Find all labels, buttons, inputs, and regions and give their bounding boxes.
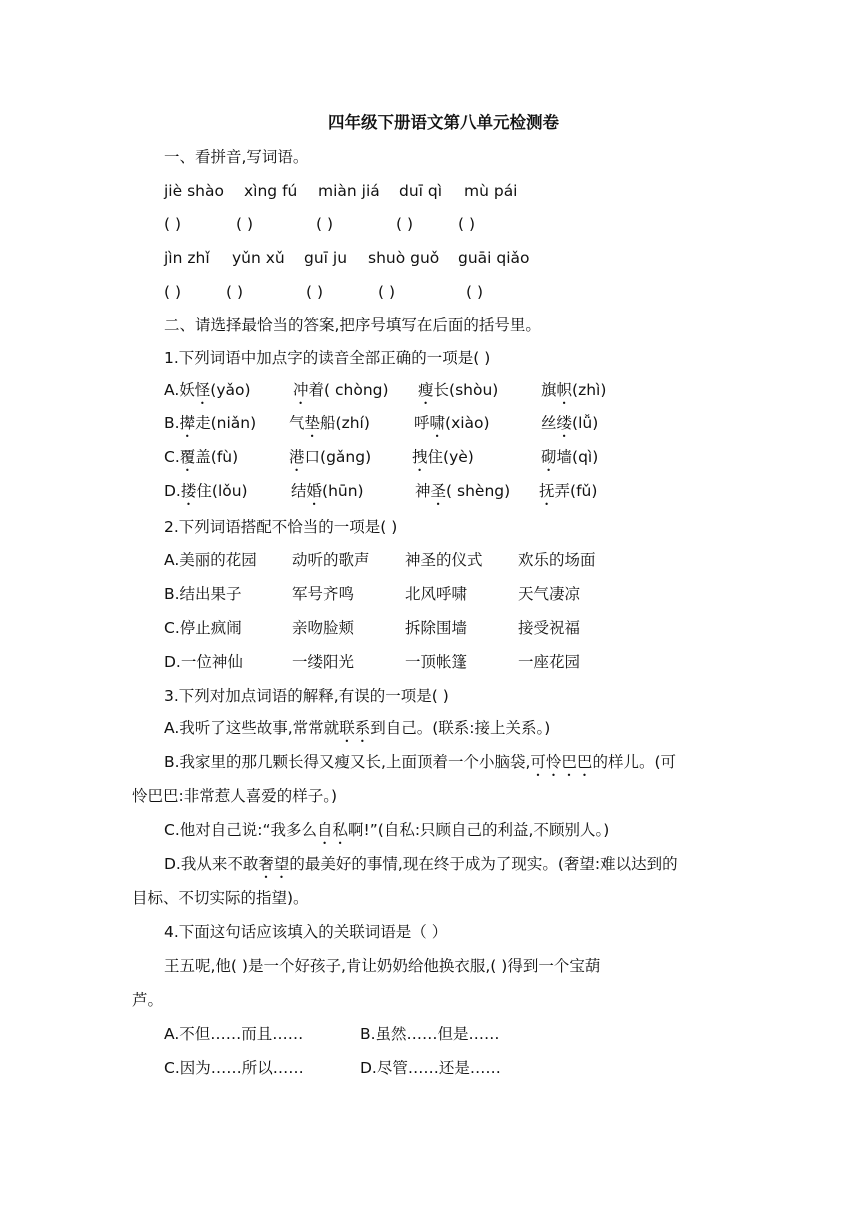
- q2-option-a-2: 动听的歌声: [292, 551, 370, 569]
- pinyin-2: xìng fú: [244, 182, 298, 200]
- q3-option-a: A.我听了这些故事,常常就联系到自己。(联系:接上关系。): [164, 719, 551, 737]
- q4-option-a: A.不但……而且……: [164, 1025, 304, 1043]
- q1-option-c-1: C.覆盖(fù): [164, 448, 239, 466]
- q2-option-b-3: 北风呼啸: [405, 585, 468, 603]
- q4-option-b: B.虽然……但是……: [360, 1025, 500, 1043]
- q1-option-b-3: 呼啸(xiào): [414, 414, 490, 432]
- answer-blank-4[interactable]: ( ): [396, 215, 414, 233]
- answer-blank-8[interactable]: ( ): [306, 283, 324, 301]
- section2-heading: 二、请选择最恰当的答案,把序号填写在后面的括号里。: [164, 316, 541, 334]
- q2-option-b-2: 军号齐鸣: [292, 585, 355, 603]
- q4-sentence-line2: 芦。: [132, 991, 164, 1009]
- q1-option-c-3: 拽住(yè): [412, 448, 474, 466]
- q3-option-d-line1: D.我从来不敢奢望的最美好的事情,现在终于成为了现实。(奢望:难以达到的: [164, 855, 678, 873]
- q2-option-d-3: 一顶帐篷: [405, 653, 468, 671]
- q1-option-b-1: B.撵走(niǎn): [164, 414, 257, 432]
- q3-option-d-line2: 目标、不切实际的指望)。: [132, 889, 309, 907]
- q1-option-a-2: 冲着( chòng): [293, 381, 389, 399]
- q2-option-d-1: D.一位神仙: [164, 653, 243, 671]
- q4-sentence-line1: 王五呢,他( )是一个好孩子,肯让奶奶给他换衣服,( )得到一个宝葫: [164, 957, 601, 975]
- q1-option-c-2: 港口(gǎng): [289, 448, 372, 466]
- answer-blank-10[interactable]: ( ): [466, 283, 484, 301]
- q2-option-c-3: 拆除围墙: [405, 619, 468, 637]
- q2-option-b-1: B.结出果子: [164, 585, 242, 603]
- answer-blank-5[interactable]: ( ): [458, 215, 476, 233]
- pinyin-8: guī ju: [304, 249, 348, 267]
- q2-option-a-4: 欢乐的场面: [518, 551, 596, 569]
- answer-blank-7[interactable]: ( ): [226, 283, 244, 301]
- pinyin-7: yǔn xǔ: [232, 249, 285, 267]
- pinyin-10: guāi qiǎo: [458, 249, 530, 267]
- pinyin-3: miàn jiá: [318, 182, 380, 200]
- section1-heading: 一、看拼音,写词语。: [164, 148, 309, 166]
- pinyin-6: jìn zhǐ: [164, 249, 210, 267]
- answer-blank-6[interactable]: ( ): [164, 283, 182, 301]
- answer-blank-1[interactable]: ( ): [164, 215, 182, 233]
- question-1: 1.下列词语中加点字的读音全部正确的一项是( ): [164, 349, 491, 367]
- q1-option-a-1: A.妖怪(yǎo): [164, 381, 251, 399]
- q1-option-a-4: 旗帜(zhì): [541, 381, 607, 399]
- q2-option-b-4: 天气凄凉: [518, 585, 581, 603]
- q1-option-b-4: 丝缕(lǚ): [541, 414, 599, 432]
- q2-option-d-4: 一座花园: [518, 653, 581, 671]
- answer-blank-9[interactable]: ( ): [378, 283, 396, 301]
- pinyin-5: mù pái: [464, 182, 518, 200]
- answer-blank-3[interactable]: ( ): [316, 215, 334, 233]
- question-2: 2.下列词语搭配不恰当的一项是( ): [164, 518, 398, 536]
- q3-option-b-line1: B.我家里的那几颗长得又瘦又长,上面顶着一个小脑袋,可怜巴巴的样儿。(可: [164, 753, 676, 771]
- page-title: 四年级下册语文第八单元检测卷: [328, 113, 559, 132]
- q2-option-c-2: 亲吻脸颊: [292, 619, 355, 637]
- q4-option-d: D.尽管……还是……: [360, 1059, 501, 1077]
- q2-option-d-2: 一缕阳光: [292, 653, 355, 671]
- q2-option-c-1: C.停止疯闹: [164, 619, 242, 637]
- q2-option-a-1: A.美丽的花园: [164, 551, 257, 569]
- question-3: 3.下列对加点词语的解释,有误的一项是( ): [164, 687, 449, 705]
- q2-option-c-4: 接受祝福: [518, 619, 581, 637]
- q1-option-d-3: 神圣( shèng): [415, 482, 511, 500]
- q1-option-a-3: 瘦长(shòu): [418, 381, 499, 399]
- q3-option-b-line2: 怜巴巴:非常惹人喜爱的样子。): [132, 787, 338, 805]
- q1-option-b-2: 气垫船(zhí): [289, 414, 370, 432]
- pinyin-4: duī qì: [399, 182, 443, 200]
- pinyin-9: shuò guǒ: [368, 249, 440, 267]
- q1-option-d-2: 结婚(hūn): [291, 482, 364, 500]
- q1-option-c-4: 砌墙(qì): [541, 448, 599, 466]
- pinyin-1: jiè shào: [164, 182, 224, 200]
- q3-option-c: C.他对自己说:“我多么自私啊!”(自私:只顾自己的利益,不顾别人。): [164, 821, 610, 839]
- q2-option-a-3: 神圣的仪式: [405, 551, 483, 569]
- answer-blank-2[interactable]: ( ): [236, 215, 254, 233]
- q1-option-d-1: D.搂住(lǒu): [164, 482, 248, 500]
- q1-option-d-4: 抚弄(fǔ): [539, 482, 598, 500]
- q4-option-c: C.因为……所以……: [164, 1059, 304, 1077]
- question-4: 4.下面这句话应该填入的关联词语是（ ）: [164, 923, 448, 941]
